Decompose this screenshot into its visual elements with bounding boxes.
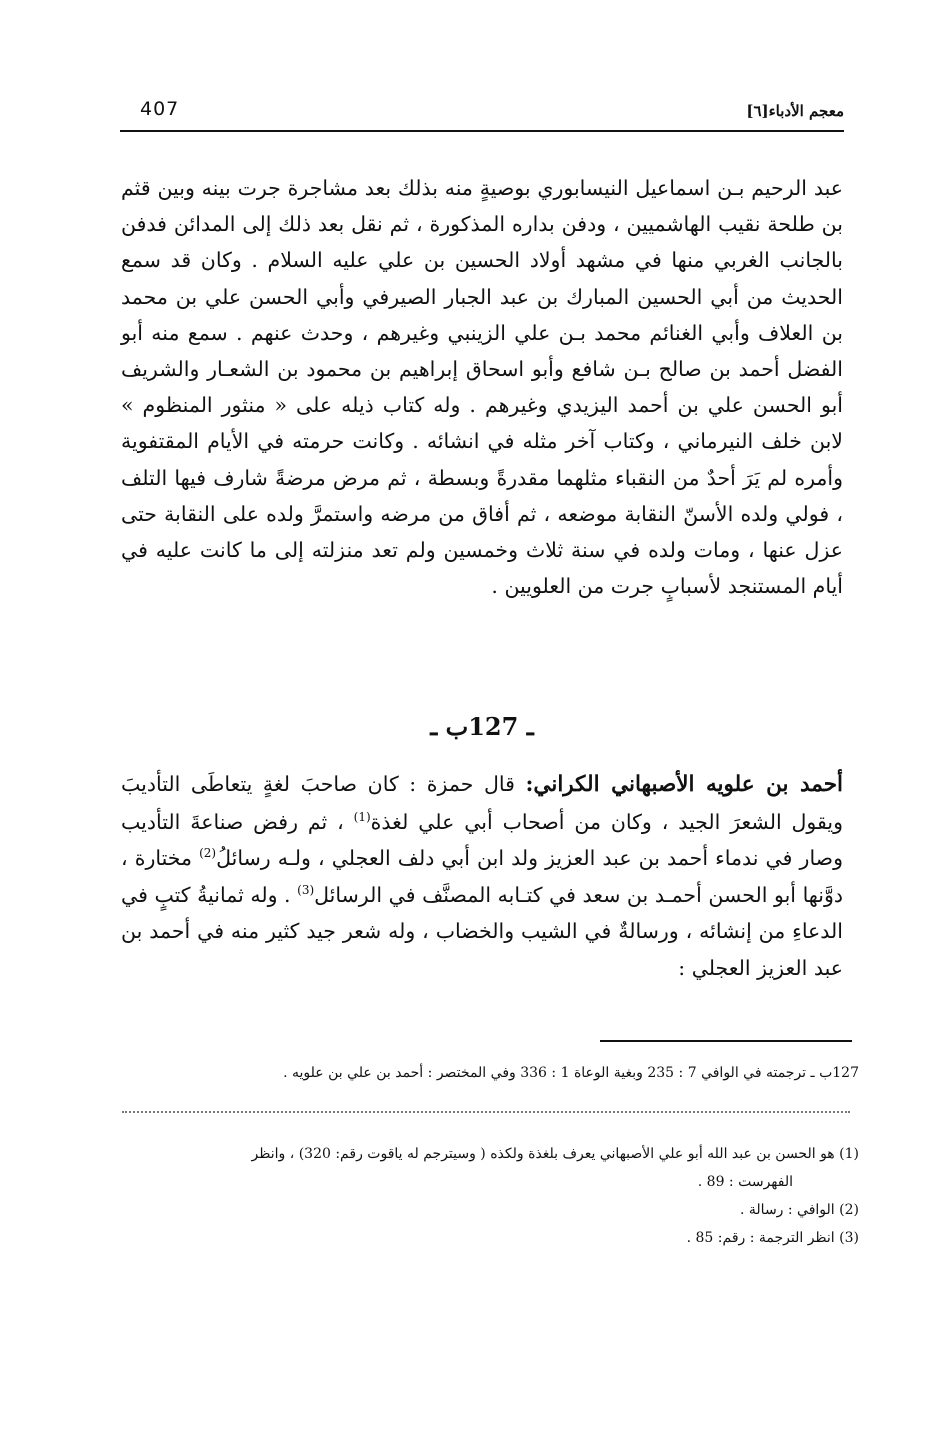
source-note: 127ب ـ ترجمته في الوافي 7 : 235 وبغية الوعاة 1 : 336 وفي المختصر : أحمد بن علي بن علويه . xyxy=(283,1065,859,1081)
footnotes xyxy=(121,1140,859,1252)
entry-number-heading: ـ 127ب ـ xyxy=(430,712,534,741)
entry-text-part: قال حمزة : كان صاحبَ لغةٍ يتعاطَى التأديبَ ويقول الشعرَ الجيد ، وكان من أصحاب أبي علي لغذة xyxy=(121,772,843,834)
footnote-ref-1[interactable]: (1) xyxy=(353,809,371,824)
footnote-3: (3) انظر الترجمة : رقم: 85 . xyxy=(686,1230,859,1246)
footnote-1: (1) هو الحسن بن عبد الله أبو علي الأصبهاني يعرف بلغذة ولكذه ( وسيترجم له ياقوت رقم: 320) ، وانظر xyxy=(251,1146,859,1162)
footnote-2: (2) الوافي : رسالة . xyxy=(740,1202,859,1218)
entry-text-part: ، ثم رفض صناعةَ التأديب وصار في ندماء أحمد بن عبد العزيز ولد ابن أبي دلف العجلي ، ولـه رسائلُ xyxy=(121,809,843,870)
footnote-ref-3[interactable]: (3) xyxy=(297,882,315,897)
running-header xyxy=(120,92,844,132)
footnote-1-continuation: الفهرست : 89 . xyxy=(697,1174,793,1190)
footnote-ref-2[interactable]: (2) xyxy=(199,846,217,861)
dotted-separator xyxy=(122,1111,850,1113)
footnote-rule xyxy=(600,1040,852,1042)
entry-name: أحمد بن علويه الأصبهاني الكراني: xyxy=(525,772,843,797)
page-number: 407 xyxy=(140,98,180,120)
entry-text-part: مختارة ، دوَّنها أبو الحسن أحمـد بن سعد في كتـابه المصنَّف في الرسائل xyxy=(121,846,843,907)
entry-text-part: . وله ثمانيةُ كتبٍ في الدعاءِ من إنشائه ، ورسالةٌ في الشيب والخضاب ، وله شعر جيد كثير منه في أحمد بن عبد العزيز العجلي : xyxy=(121,882,843,980)
book-title: معجم الأدباء[٦] xyxy=(746,102,844,120)
header-rule xyxy=(120,130,844,132)
continued-entry-paragraph: عبد الرحيم بـن اسماعيل النيسابوري بوصيةٍ منه بذلك بعد مشاجرة جرت بينه وبين قثم بن طلحة نقيب الهاشميين ، ودفن بداره المذكورة ، ثم نقل بعد ذلك إلى المدائن فدفن بالجانب الغربي منها في مشهد أولاد الحسين بن علي عليه السلام . وكان قد سمع الحديث من أبي الحسين المبارك بن عبد الجبار الصيرفي وأبي الحسن علي بن محمد بن العلاف وأبي الغنائم محمد بـن علي الزينبي وغيرهم ، وحدث عنهم . سمع منه أبو الفضل أحمد بن صالح بـن شافع وأبو اسحاق إبراهيم بن محمود بن الشعـار والشريف أبو الحسن علي بن أحمد اليزيدي وغيرهم . وله كتاب ذيله على « منثور المنظوم » لابن خلف النيرماني ، وكتاب آخر مثله في انشائه . وكانت حرمته في الأيام المقتفوية وأمره لم يَرَ أحدٌ من النقباء مثلهما مقدرةً وبسطة ، ثم مرض مرضةً شارف فيها التلف ، فولي ولده الأسنّ النقابة موضعه ، ثم أفاق من مرضه واستمرَّ ولده على النقابة حتى عزل عنها ، ومات ولده في سنة ثلاث وخمسين ولم تعد منزلته إلى ما كانت عليه في أيام المستنجد لأسبابٍ جرت من العلويين . xyxy=(121,176,843,599)
entry-paragraph xyxy=(121,766,843,986)
